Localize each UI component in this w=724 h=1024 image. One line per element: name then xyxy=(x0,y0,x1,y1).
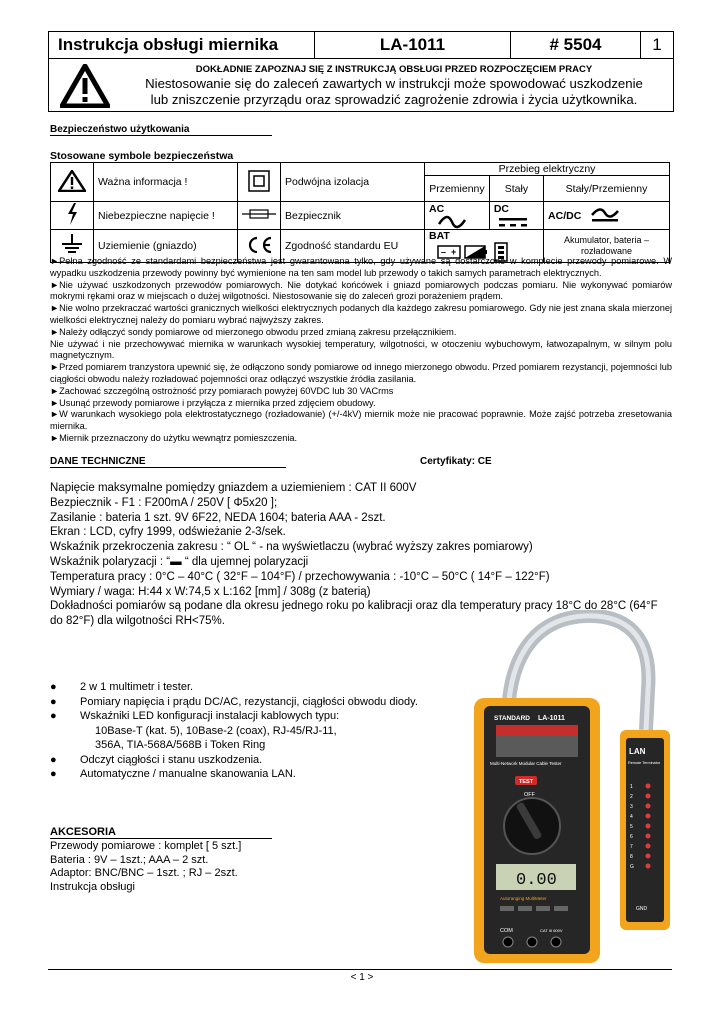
symbol-cell xyxy=(238,202,281,230)
battery-desc: Akumulator, bateria – rozładowane xyxy=(544,230,670,263)
led xyxy=(646,784,651,789)
feature-list xyxy=(50,680,430,782)
important-label: Ważna informacja ! xyxy=(94,163,238,202)
feature-item: ● Odczyt ciągłości i stanu uszkodzenia. xyxy=(50,753,263,766)
remote-brand: LAN xyxy=(629,747,646,756)
safety-paragraphs xyxy=(50,256,672,445)
spec-line: Bezpiecznik - F1 : F200mA / 250V [ Φ5x20 ]; xyxy=(50,496,278,509)
bat-label: BAT xyxy=(429,230,450,242)
feature-item: ● 2 w 1 multimetr i tester. xyxy=(50,681,194,693)
acdc-label: AC/DC xyxy=(548,209,582,222)
col-dc: Stały xyxy=(489,176,543,202)
device-photo xyxy=(470,610,680,968)
symbol-cell xyxy=(51,202,94,230)
input-jack[interactable] xyxy=(551,937,561,947)
gnd-label: GND xyxy=(636,906,648,912)
com-jack[interactable] xyxy=(503,937,513,947)
warning-heading: DOKŁADNIE ZAPOZNAJ SIĘ Z INSTRUKCJĄ OBSŁUGI PRZED ROZPOCZĘCIEM PRACY xyxy=(195,64,593,75)
safety-paragraph: ►Miernik przeznaczony do użytku wewnątrz pomieszczenia. xyxy=(50,432,298,443)
led-number: 2 xyxy=(630,794,633,800)
product-code: # 5504 xyxy=(511,32,641,58)
com-label: COM xyxy=(500,928,513,934)
spec-line: Napięcie maksymalne pomiędzy gniazdem a uziemieniem : CAT II 600V xyxy=(50,482,417,494)
warning-line-2: lub zniszczenie przyrządu oraz sprowadzić zagrożenie zdrowia i życia użytkownika. xyxy=(150,92,638,107)
meter-button[interactable] xyxy=(554,906,568,911)
ac-cell xyxy=(425,202,490,230)
safety-paragraph: ►Przed pomiarem tranzystora upewnić się, że odłączono sondy pomiarowe od innego mierzonego obwodu. Przed pomiarem rezystancji, pojemności lub ciągłości obwodu należy rozładować pojemności oraz odłączyć wszystkie źródła zasilania. xyxy=(50,362,672,384)
accessory-item: Bateria : 9V – 1szt.; AAA – 2 szt. xyxy=(50,853,209,866)
col-acdc: Stały/Przemienny xyxy=(544,176,670,202)
spec-line: Wymiary / waga: H:44 x W:74,5 x L:162 [mm] / 308g (z baterią) xyxy=(50,585,371,598)
dc-cell xyxy=(489,202,543,230)
dial-off-label: OFF xyxy=(524,792,535,798)
accessories-title: AKCESORIA xyxy=(50,826,272,839)
cat-label: CAT III 600V xyxy=(540,928,563,933)
led-number: 6 xyxy=(630,834,633,840)
led-number: 4 xyxy=(630,814,633,820)
symbol-cell xyxy=(51,163,94,202)
spec-line: Zasilanie : bateria 1 szt. 9V 6F22, NEDA 1604; bateria AAA - 2szt. xyxy=(50,511,386,524)
safety-section-title: Bezpieczeństwo użytkowania xyxy=(50,124,272,136)
led xyxy=(646,804,651,809)
page-number: 1 xyxy=(652,35,662,54)
feature-subitem: 10Base-T (kat. 5), 10Base-2 (coax), RJ-45/RJ-11, xyxy=(95,724,337,737)
meter-subtitle: Multi-Network Modular Cable Tester xyxy=(490,761,562,766)
led xyxy=(646,814,651,819)
feature-text: Wskaźniki LED konfiguracji instalacji kablowych typu: xyxy=(80,710,340,722)
ground-icon xyxy=(61,234,83,256)
doc-title: Instrukcja obsługi miernika xyxy=(49,32,315,58)
warning-icon xyxy=(58,170,86,192)
accessory-item: Przewody pomiarowe : komplet [ 5 szt.] xyxy=(50,840,242,852)
dangerous-voltage-label: Niebezpieczne napięcie ! xyxy=(94,202,238,230)
warning-triangle-icon xyxy=(60,64,110,108)
accessory-item: Instrukcja obsługi xyxy=(50,880,135,893)
fuse-label: Bezpiecznik xyxy=(281,202,425,230)
footer-page: < 1 > xyxy=(350,972,374,983)
double-insulation-icon xyxy=(248,170,270,192)
led xyxy=(646,834,651,839)
feature-text: Odczyt ciągłości i stanu uszkodzenia. xyxy=(80,753,263,766)
safety-paragraph: ►Nie używać uszkodzonych przewodów pomiarowych. Nie dotykać końcówek i gniazd pomiarowych podczas pomiaru. Nie wykonywać pomiarów mokrymi rękami oraz w miejscach o dużej wilgotności. Niestosowanie się do zaleceń grozi porażeniem prądem. xyxy=(50,279,672,302)
led xyxy=(646,854,651,859)
autorange-label: Autoranging MultiMeter xyxy=(500,896,547,901)
spec-line: Wskaźnik przekroczenia zakresu : “ OL “ - na wyświetlaczu (wybrać wyższy zakres pomiarowy) xyxy=(50,541,533,554)
led xyxy=(646,864,651,869)
feature-text: Pomiary napięcia i prądu DC/AC, rezystancji, ciągłości obwodu diody. xyxy=(80,695,418,708)
symbols-section-title: Stosowane symbole bezpieczeństwa xyxy=(50,150,234,162)
dc-label: DC xyxy=(493,202,510,215)
lightning-icon xyxy=(65,202,79,226)
ac-label: AC xyxy=(429,202,445,215)
model-number: LA-1011 xyxy=(315,32,511,58)
document-header xyxy=(48,31,674,59)
ce-mark-icon xyxy=(244,235,274,255)
warning-line-1: Niestosowanie się do zaleceń zawartych w instrukcji może spowodować uszkodzenie xyxy=(145,76,643,91)
remote-face xyxy=(626,738,664,922)
meter-brand: STANDARD xyxy=(494,715,530,722)
spec-line: Wskaźnik polaryzacji : “▬ “ dla ujemnej polaryzacji xyxy=(50,555,309,568)
test-button-label: TEST xyxy=(519,779,534,785)
symbol-cell xyxy=(238,163,281,202)
safety-paragraph: ►W warunkach wysokiego pola elektrostatycznego (rozładowanie) (+/-4kV) miernik może nie pracować poprawnie. Może zajść potrzeba zresetowania miernika. xyxy=(50,409,672,432)
led xyxy=(646,824,651,829)
spec-line: Dokładności pomiarów są podane dla okresu jednego roku po kalibracji oraz dla temperatury pracy 18°C do 28°C (64°F do 82°F) dla wilgotności RH<75%. xyxy=(50,600,658,628)
led-number: G xyxy=(630,864,634,870)
safety-paragraph: Nie używać i nie przechowywać miernika w warunkach wysokiej temperatury, wilgotności, w otoczeniu wybuchowym, łatwozapalnym, w silnym polu magnetycznym. xyxy=(50,338,672,361)
safety-paragraph: ►Należy odłączyć sondy pomiarowe od mierzonego obwodu przed zmianą zakresu przełącznikiem. xyxy=(50,326,457,337)
led-strip xyxy=(496,725,578,735)
spec-line: Temperatura pracy : 0°C – 40°C ( 32°F – 104°F) / przechowywania : -10°C – 50°C ( 14°F – 122°F) xyxy=(50,570,550,583)
col-ac: Przemienny xyxy=(425,176,490,202)
tech-section-title: DANE TECHNICZNE xyxy=(50,456,286,468)
feature-item: ● Automatyczne / manualne skanowania LAN. xyxy=(50,768,296,780)
dc-icon xyxy=(498,215,528,229)
accessory-item: Adaptor: BNC/BNC – 1szt. ; RJ – 2szt. xyxy=(50,867,238,879)
svg-text:–: – xyxy=(441,247,447,257)
acdc-cell xyxy=(544,202,670,230)
waveform-header: Przebieg elektryczny xyxy=(425,163,670,176)
certificates: Certyfikaty: CE xyxy=(420,456,492,467)
acdc-icon xyxy=(590,208,620,224)
ac-wave-icon xyxy=(437,215,467,229)
led-number: 1 xyxy=(630,784,633,790)
spec-line: Ekran : LCD, cyfry 1999, odświeżanie 2-3/sek. xyxy=(50,526,286,539)
meter-button[interactable] xyxy=(536,906,550,911)
lcd-reading: 0.00 xyxy=(516,871,557,890)
tech-specs xyxy=(50,481,672,629)
led-number: 3 xyxy=(630,804,633,810)
remote-label: Remote Terminator xyxy=(628,761,661,765)
meter-model: LA-1011 xyxy=(538,715,565,722)
input-jack[interactable] xyxy=(527,937,537,947)
meter-button[interactable] xyxy=(518,906,532,911)
feature-item: ● Wskaźniki LED konfiguracji instalacji kablowych typu: xyxy=(50,710,340,722)
meter-button[interactable] xyxy=(500,906,514,911)
warning-box xyxy=(48,58,674,112)
led-number: 5 xyxy=(630,824,633,830)
footer-rule xyxy=(48,969,672,970)
feature-text: Automatyczne / manualne skanowania LAN. xyxy=(80,768,296,780)
warning-text xyxy=(119,76,669,108)
feature-text: 2 w 1 multimetr i tester. xyxy=(80,681,194,693)
safety-paragraph: ►Nie wolno przekraczać wartości granicznych wielkości elektrycznych podanych dla każdego zakresu pomiarowego. Gdy nie jest znana skala mierzonej wielkości elektrycznej należy do pomiaru wybrać najwyższy zakres. xyxy=(50,303,672,325)
ground-label: Uziemienie (gniazdo) xyxy=(94,230,238,263)
fuse-icon xyxy=(242,208,276,220)
led xyxy=(646,794,651,799)
svg-text:+: + xyxy=(451,247,457,257)
feature-item: ● Pomiary napięcia i prądu DC/AC, rezystancji, ciągłości obwodu diody. xyxy=(50,695,418,708)
safety-paragraph: ►Pełna zgodność ze standardami bezpieczeństwa jest gwarantowana tylko, gdy używane są dostarczone w komplecie przewody pomiarowe. W wypadku uszkodzenia przewody powinny być wymienione na ten sam model lub przewody o takich samych parametrach elektrycznych. xyxy=(50,256,672,278)
accessories-list xyxy=(50,840,350,894)
led xyxy=(646,844,651,849)
led-number: 7 xyxy=(630,844,633,850)
safety-paragraph: ►Zachować szczególną ostrożność przy pomiarach powyżej 60VDC lub 30 VACrms xyxy=(50,385,394,396)
led-number: 8 xyxy=(630,854,633,860)
ce-label: Zgodność standardu EU xyxy=(281,230,425,263)
double-insulation-label: Podwójna izolacja xyxy=(281,163,425,202)
feature-subitem: 356A, TIA-568A/568B i Token Ring xyxy=(95,739,266,751)
symbols-table xyxy=(50,162,670,263)
safety-paragraph: ►Usunąć przewody pomiarowe i przyłącza z miernika przed zdjęciem obudowy. xyxy=(50,397,376,408)
